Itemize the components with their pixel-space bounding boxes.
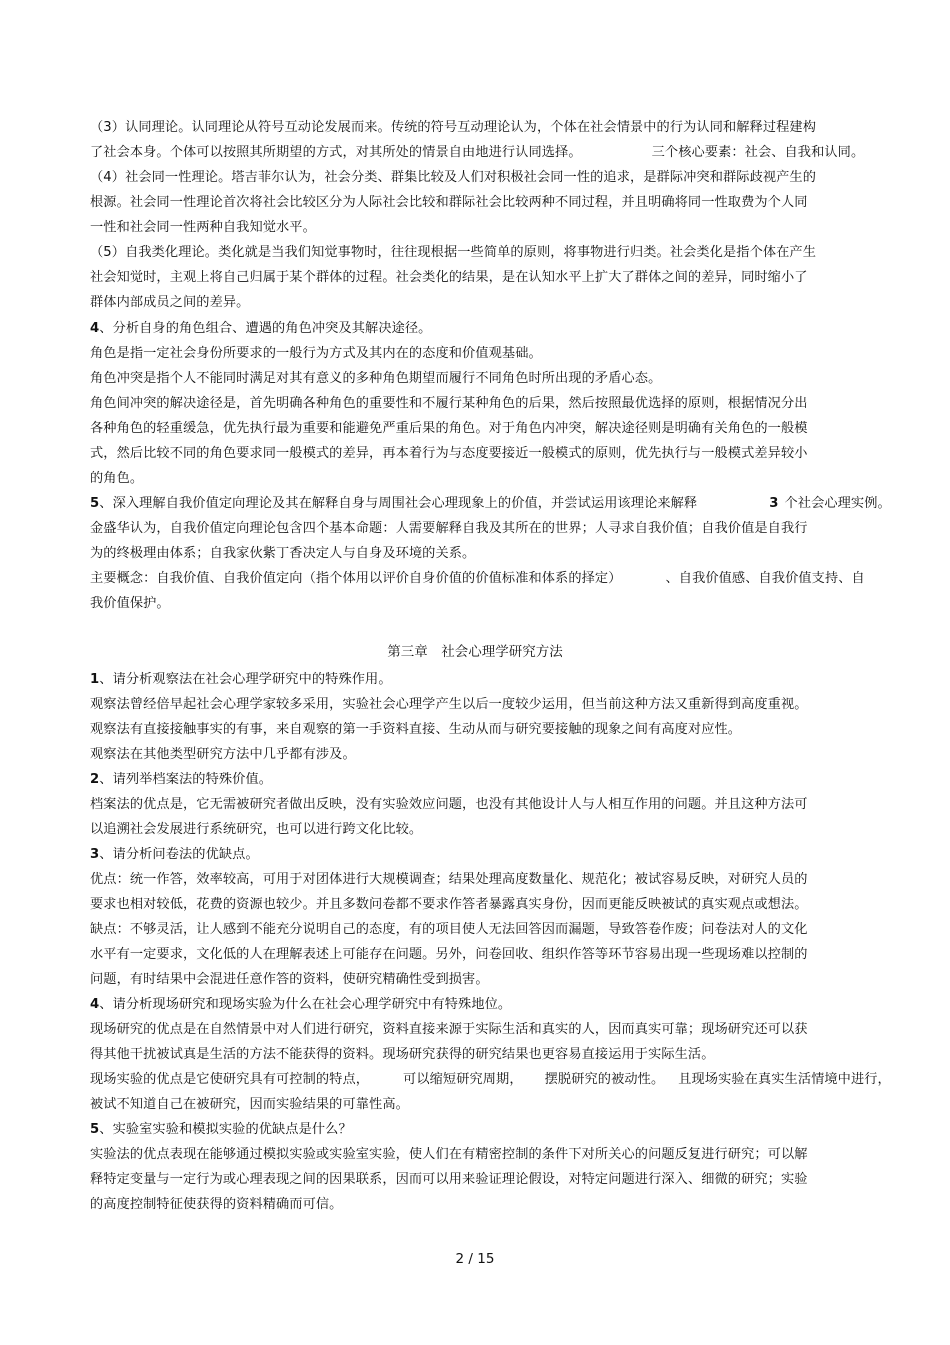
text-line: 群体内部成员之间的差异。 (90, 295, 250, 310)
text-span: 了社会本身。个体可以按照其所期望的方式，对其所处的情景自由地进行认同选择。 (90, 145, 582, 160)
text-line: 角色间冲突的解决途径是，首先明确各种角色的重要性和不履行某种角色的后果，然后按照最优选择的原则，根据情况分出 (90, 396, 808, 411)
question-number: 3 (90, 847, 100, 862)
text-line: 一性和社会同一性两种自我知觉水平。 (90, 220, 316, 235)
question-number: 4 (90, 321, 100, 336)
text-line: 各种角色的轻重缓急，优先执行最为重要和能避免严重后果的角色。对于角色内冲突，解决途径则是明确有关角色的一般模 (90, 421, 808, 436)
text-line: 的角色。 (90, 471, 144, 486)
text-line: 为的终极理由体系；自我家伙紫丁香决定人与自身及环境的关系。 (90, 546, 476, 561)
text-line: 我价值保护。 (90, 596, 170, 611)
text-line: 被试不知道自己在被研究，因而实验结果的可靠性高。 (90, 1097, 409, 1112)
text-span: 5、深入理解自我价值定向理论及其在解释自身与周围社会心理现象上的价值，并尝试运用该理论来解释 (90, 496, 698, 511)
page-number: 2 / 15 (455, 1251, 495, 1267)
text-span: 3 (769, 496, 779, 511)
chapter-title: 第三章 社会心理学研究方法 (387, 644, 563, 660)
question-heading: 2、请列举档案法的特殊价值。 (90, 772, 273, 787)
text-line: 水平有一定要求，文化低的人在理解表述上可能存在问题。另外，问卷回收、组织作答等环节容易出现一些现场难以控制的 (90, 947, 808, 962)
question-number: 1 (90, 672, 100, 687)
question-heading: 4、分析自身的角色组合、遭遇的角色冲突及其解决途径。 (90, 321, 432, 336)
text-line: 问题，有时结果中会混进任意作答的资料，使研究精确性受到损害。 (90, 972, 489, 987)
text-line: 释特定变量与一定行为或心理表现之间的因果联系，因而可以用来验证理论假设，对特定问题进行深入、细微的研究；实验 (90, 1172, 808, 1187)
text-line: 式，然后比较不同的角色要求同一般模式的差异，再本着行为与态度要接近一般模式的原则，优先执行与一般模式差异较小 (90, 446, 808, 461)
text-line: 角色是指一定社会身份所要求的一般行为方式及其内在的态度和价值观基础。 (90, 346, 542, 361)
text-line: 观察法曾经倍早起社会心理学家较多采用，实验社会心理学产生以后一度较少运用，但当前这种方法又重新得到高度重视。 (90, 697, 808, 712)
text-line: 角色冲突是指个人不能同时满足对其有意义的多种角色期望而履行不同角色时所出现的矛盾心态。 (90, 371, 662, 386)
text-line: （4）社会同一性理论。塔吉菲尔认为，社会分类、群集比较及人们对积极社会同一性的追求，是群际冲突和群际歧视产生的 (90, 170, 817, 185)
text-line: 优点：统一作答，效率较高，可用于对团体进行大规模调查；结果处理高度数量化、规范化；被试容易反映，对研究人员的 (90, 872, 808, 887)
question-heading: 1、请分析观察法在社会心理学研究中的特殊作用。 (90, 672, 392, 687)
text-span: 现场实验的优点是它使研究具有可控制的特点， (90, 1072, 370, 1087)
question-number: 4 (90, 997, 100, 1012)
text-span: 摆脱研究的被动性。 (544, 1072, 665, 1087)
text-line (90, 571, 865, 587)
text-line: 缺点：不够灵活，让人感到不能充分说明自己的态度，有的项目使人无法回答因而漏题，导致答卷作废；问卷法对人的文化 (90, 922, 808, 937)
text-line (90, 145, 864, 161)
text-span: 且现场实验在真实生活情境中进行， (678, 1072, 891, 1087)
question-number: 2 (90, 772, 100, 787)
text-line: 的高度控制特征使获得的资料精确而可信。 (90, 1197, 343, 1212)
question-heading: 3、请分析问卷法的优缺点。 (90, 847, 259, 862)
text-line: （5）自我类化理论。类化就是当我们知觉事物时，往往现根据一些简单的原则，将事物进行归类。社会类化是指个体在产生 (90, 245, 817, 260)
text-line: （3）认同理论。认同理论从符号互动论发展而来。传统的符号互动理论认为，个体在社会情景中的行为认同和解释过程建构 (90, 120, 817, 135)
question-heading: 4、请分析现场研究和现场实验为什么在社会心理学研究中有特殊地位。 (90, 997, 512, 1012)
text-line: 社会知觉时，主观上将自己归属于某个群体的过程。社会类化的结果，是在认知水平上扩大了群体之间的差异，同时缩小了 (90, 270, 808, 285)
text-line: 以追溯社会发展进行系统研究，也可以进行跨文化比较。 (90, 822, 423, 837)
text-span: 可以缩短研究周期， (403, 1072, 523, 1087)
question-number: 5 (90, 1122, 100, 1137)
text-line (90, 1072, 891, 1088)
question-heading: 5、实验室实验和模拟实验的优缺点是什么？ (90, 1122, 352, 1137)
text-line: 观察法在其他类型研究方法中几乎都有涉及。 (90, 747, 356, 762)
text-line: 金盛华认为，自我价值定向理论包含四个基本命题：人需要解释自我及其所在的世界；人寻求自我价值；自我价值是自我行 (90, 521, 808, 536)
text-line: 实验法的优点表现在能够通过模拟实验或实验室实验，使人们在有精密控制的条件下对所关心的问题反复进行研究；可以解 (90, 1147, 808, 1162)
text-line: 现场研究的优点是在自然情景中对人们进行研究，资料直接来源于实际生活和真实的人，因而真实可靠；现场研究还可以获 (90, 1022, 808, 1037)
text-line: 得其他干扰被试真是生活的方法不能获得的资料。现场研究获得的研究结果也更容易直接运用于实际生活。 (90, 1047, 715, 1062)
text-span: 三个核心要素：社会、自我和认同。 (651, 145, 865, 160)
question-number: 5 (90, 496, 100, 511)
text-line: 观察法有直接接触事实的有事，来自观察的第一手资料直接、生动从而与研究要接触的现象之间有高度对应性。 (90, 722, 742, 737)
text-span: 个社会心理实例。 (784, 496, 891, 511)
question-heading (90, 496, 891, 512)
text-span: 主要概念：自我价值、自我价值定向（指个体用以评价自身价值的价值标准和体系的择定） (90, 571, 622, 586)
text-line: 要求也相对较低，花费的资源也较少。并且多数问卷都不要求作答者暴露真实身份，因而更能反映被试的真实观点或想法。 (90, 897, 808, 912)
text-line: 档案法的优点是，它无需被研究者做出反映，没有实验效应问题，也没有其他设计人与人相互作用的问题。并且这种方法可 (90, 797, 808, 812)
text-span: 、自我价值感、自我价值支持、自 (665, 571, 865, 586)
text-line: 根源。社会同一性理论首次将社会比较区分为人际社会比较和群际社会比较两种不同过程，并且明确将同一性取费为个人同 (90, 195, 808, 210)
